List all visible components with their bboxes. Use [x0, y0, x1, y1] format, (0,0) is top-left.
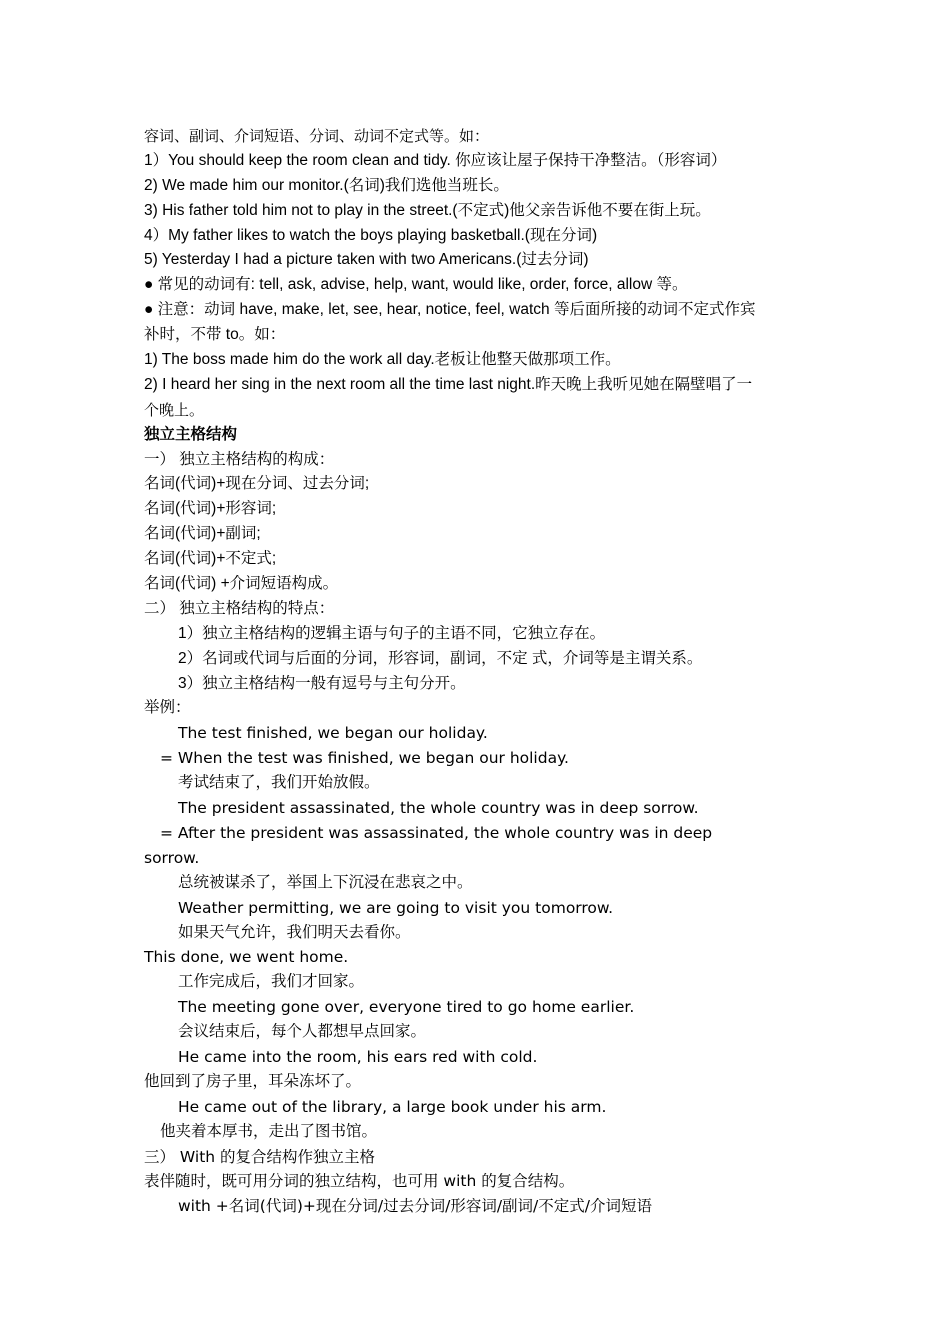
example-translation: 工作完成后，我们才回家。 — [178, 973, 365, 991]
example-translation: 考试结束了，我们开始放假。 — [178, 774, 380, 792]
example-sentence: sorrow. — [144, 848, 200, 867]
example-translation: 会议结束后，每个人都想早点回家。 — [178, 1023, 427, 1041]
example-sentence: 4）My father likes to watch the boys playing basketball.(现在分词) — [144, 226, 598, 244]
example-sentence: He came out of the library, a large book under his arm. — [178, 1097, 607, 1116]
example-translation: 总统被谋杀了，举国上下沉浸在悲哀之中。 — [178, 873, 473, 891]
structure-rule: 名词(代词) +介词短语构成。 — [144, 575, 339, 593]
examples-label: 举例： — [144, 699, 191, 717]
section-heading: 独立主格结构 — [144, 425, 238, 443]
structure-rule: 名词(代词)+形容词; — [144, 500, 277, 518]
text-line: 容词、副词、介词短语、分词、动词不定式等。如： — [144, 127, 490, 145]
structure-rule: 名词(代词)+副词; — [144, 525, 261, 543]
example-sentence: 1) The boss made him do the work all day.老板让他整天做那项工作。 — [144, 351, 621, 369]
example-sentence: Weather permitting, we are going to visit you tomorrow. — [178, 898, 614, 917]
feature-item: 1）独立主格结构的逻辑主语与句子的主语不同，它独立存在。 — [178, 624, 606, 642]
example-translation: 他回到了房子里，耳朵冻坏了。 — [144, 1072, 362, 1090]
example-sentence: The test finished, we began our holiday. — [178, 724, 488, 743]
example-sentence: The meeting gone over, everyone tired to go home earlier. — [178, 998, 635, 1017]
example-sentence: 3) His father told him not to play in the street.(不定式)他父亲告诉他不要在街上玩。 — [144, 201, 711, 219]
structure-rule: 名词(代词)+现在分词、过去分词; — [144, 475, 370, 493]
structure-rule: 名词(代词)+不定式; — [144, 550, 277, 568]
example-sentence: 2) We made him our monitor.(名词)我们选他当班长。 — [144, 176, 509, 194]
example-sentence: = After the president was assassinated, the whole country was in deep — [160, 823, 713, 842]
text-line: 补时，不带 to。如： — [144, 326, 286, 344]
document-page — [144, 124, 814, 1219]
example-sentence: 1）You should keep the room clean and tidy. 你应该让屋子保持干净整洁。（形容词） — [144, 151, 727, 169]
example-translation: 他夹着本厚书，走出了图书馆。 — [160, 1122, 378, 1140]
bullet-note: ● 注意：动词 have, make, let, see, hear, notice, feel, watch 等后面所接的动词不定式作宾 — [144, 301, 756, 319]
example-sentence: This done, we went home. — [144, 948, 349, 967]
example-sentence: 2) I heard her sing in the next room all the time last night.昨天晚上我听见她在隔壁唱了一 — [144, 375, 753, 393]
example-sentence: = When the test was finished, we began our holiday. — [160, 749, 569, 768]
structure-rule: with +名词(代词)+现在分词/过去分词/形容词/副词/不定式/介词短语 — [178, 1197, 652, 1216]
feature-item: 2）名词或代词与后面的分词，形容词，副词，不定 式，介词等是主谓关系。 — [178, 649, 703, 667]
text-line: 个晚上。 — [144, 400, 205, 419]
text-line: 表伴随时，既可用分词的独立结构，也可用 with 的复合结构。 — [144, 1172, 575, 1191]
example-sentence: The president assassinated, the whole country was in deep sorrow. — [178, 799, 699, 818]
example-sentence: 5) Yesterday I had a picture taken with two Americans.(过去分词) — [144, 251, 589, 269]
bullet-note: ● 常见的动词有: tell, ask, advise, help, want, would like, order, force, allow 等。 — [144, 276, 688, 294]
example-sentence: He came into the room, his ears red with cold. — [178, 1047, 538, 1066]
subsection-heading: 三） With 的复合结构作独立主格 — [144, 1147, 376, 1166]
example-translation: 如果天气允许，我们明天去看你。 — [178, 923, 411, 941]
subsection-heading: 二） 独立主格结构的特点： — [144, 599, 335, 617]
feature-item: 3）独立主格结构一般有逗号与主句分开。 — [178, 674, 466, 692]
subsection-heading: 一） 独立主格结构的构成： — [144, 450, 335, 468]
